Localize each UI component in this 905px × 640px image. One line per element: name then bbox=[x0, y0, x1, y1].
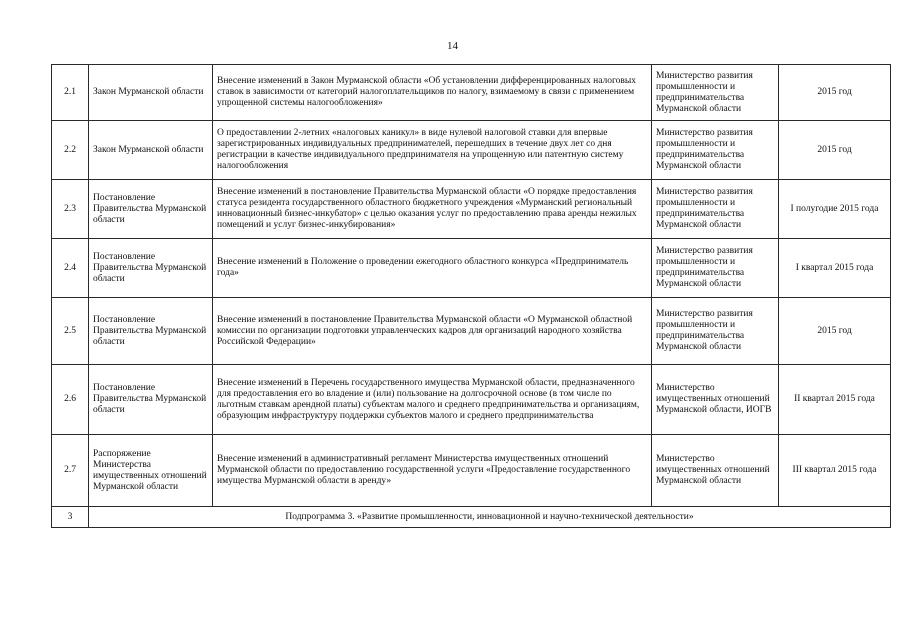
measures-table bbox=[51, 64, 891, 528]
table-row bbox=[52, 180, 891, 239]
row-number: 2.3 bbox=[52, 180, 89, 239]
act-type: Закон Мурманской области bbox=[89, 121, 213, 180]
table-row bbox=[52, 435, 891, 507]
measure-description: Внесение изменений в административный регламент Министерства имущественных отношений Мурманской области по предоставлению государственной услуги «Предоставление государственного имущества Мурманской области в аренду» bbox=[213, 435, 652, 507]
table-row bbox=[52, 121, 891, 180]
act-type: Закон Мурманской области bbox=[89, 65, 213, 121]
deadline: II квартал 2015 года bbox=[779, 365, 891, 435]
responsible-executor: Министерство имущественных отношений Мурманской области bbox=[652, 435, 779, 507]
deadline: III квартал 2015 года bbox=[779, 435, 891, 507]
measure-description: Внесение изменений в Перечень государственного имущества Мурманской области, предназначенного для предоставления его во владение и (или) пользование на долгосрочной основе (в том числе по льготным ставкам арендной платы) субъектам малого и среднего предпринимательства и организациям, образующим инфраструктуру поддержки субъектов малого и среднего предпринимательства bbox=[213, 365, 652, 435]
row-number: 2.7 bbox=[52, 435, 89, 507]
deadline: 2015 год bbox=[779, 298, 891, 365]
responsible-executor: Министерство имущественных отношений Мурманской области, ИОГВ bbox=[652, 365, 779, 435]
row-number: 2.6 bbox=[52, 365, 89, 435]
table-row bbox=[52, 298, 891, 365]
subprogram-number: 3 bbox=[52, 507, 89, 528]
row-number: 2.5 bbox=[52, 298, 89, 365]
measure-description: Внесение изменений в Закон Мурманской области «Об установлении дифференцированных налоговых ставок в зависимости от категорий налогоплательщиков по налогу, взимаемому в связи с применением упрощенной системы налогообложения» bbox=[213, 65, 652, 121]
measure-description: Внесение изменений в Положение о проведении ежегодного областного конкурса «Предприниматель года» bbox=[213, 239, 652, 298]
responsible-executor: Министерство развития промышленности и предпринимательства Мурманской области bbox=[652, 65, 779, 121]
table-row bbox=[52, 239, 891, 298]
act-type: Постановление Правительства Мурманской области bbox=[89, 180, 213, 239]
table-row bbox=[52, 65, 891, 121]
row-number: 2.1 bbox=[52, 65, 89, 121]
deadline: 2015 год bbox=[779, 121, 891, 180]
act-type: Распоряжение Министерства имущественных отношений Мурманской области bbox=[89, 435, 213, 507]
measure-description: Внесение изменений в постановление Правительства Мурманской области «О порядке предоставления статуса резидента государственного областного бюджетного учреждения «Мурманский региональный инновационный бизнес-инкубатор» с целью оказания услуг по предоставлению права аренды нежилых помещений и услуг бизнес-инкубирования» bbox=[213, 180, 652, 239]
deadline: I полугодие 2015 года bbox=[779, 180, 891, 239]
act-type: Постановление Правительства Мурманской области bbox=[89, 365, 213, 435]
act-type: Постановление Правительства Мурманской области bbox=[89, 298, 213, 365]
row-number: 2.2 bbox=[52, 121, 89, 180]
subprogram-title: Подпрограмма 3. «Развитие промышленности, инновационной и научно-технической деятельности» bbox=[89, 507, 891, 528]
responsible-executor: Министерство развития промышленности и предпринимательства Мурманской области bbox=[652, 239, 779, 298]
row-number: 2.4 bbox=[52, 239, 89, 298]
deadline: 2015 год bbox=[779, 65, 891, 121]
measure-description: О предоставлении 2-летних «налоговых каникул» в виде нулевой налоговой ставки для впервые зарегистрированных индивидуальных предпринимателей, перешедших в течение двух лет со дня регистрации в качестве индивидуального предпринимателя на упрощенную или патентную систему налогообложения bbox=[213, 121, 652, 180]
act-type: Постановление Правительства Мурманской области bbox=[89, 239, 213, 298]
deadline: I квартал 2015 года bbox=[779, 239, 891, 298]
table-row bbox=[52, 365, 891, 435]
responsible-executor: Министерство развития промышленности и предпринимательства Мурманской области bbox=[652, 121, 779, 180]
responsible-executor: Министерство развития промышленности и предпринимательства Мурманской области bbox=[652, 180, 779, 239]
measure-description: Внесение изменений в постановление Правительства Мурманской области «О Мурманской областной комиссии по организации подготовки управленческих кадров для организаций народного хозяйства Российской Федерации» bbox=[213, 298, 652, 365]
responsible-executor: Министерство развития промышленности и предпринимательства Мурманской области bbox=[652, 298, 779, 365]
page-number: 14 bbox=[447, 40, 458, 52]
subprogram-row bbox=[52, 507, 891, 528]
